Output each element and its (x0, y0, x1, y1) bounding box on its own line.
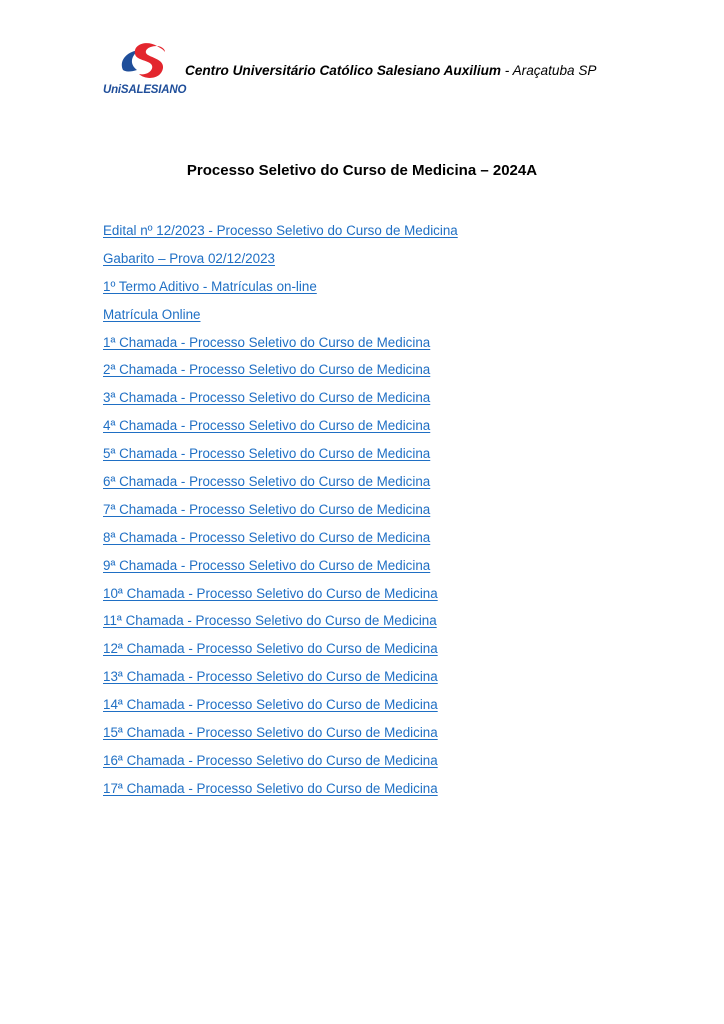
document-link[interactable]: 12ª Chamada - Processo Seletivo do Curso de Medicina (103, 641, 438, 657)
list-item (103, 334, 458, 362)
list-item (103, 306, 458, 334)
list-item (103, 752, 458, 780)
document-link[interactable]: 16ª Chamada - Processo Seletivo do Curso de Medicina (103, 752, 438, 768)
document-link[interactable]: 6ª Chamada - Processo Seletivo do Curso de Medicina (103, 474, 431, 490)
page-header (103, 40, 643, 104)
list-item (103, 557, 458, 585)
list-item (103, 724, 458, 752)
document-link[interactable]: 4ª Chamada - Processo Seletivo do Curso de Medicina (103, 418, 431, 434)
document-link[interactable]: 14ª Chamada - Processo Seletivo do Curso de Medicina (103, 697, 438, 713)
document-link[interactable]: Edital nº 12/2023 - Processo Seletivo do Curso de Medicina (103, 223, 458, 238)
document-link[interactable]: 13ª Chamada - Processo Seletivo do Curso de Medicina (103, 669, 438, 685)
list-item (103, 612, 458, 640)
list-item (103, 473, 458, 501)
document-link[interactable]: 7ª Chamada - Processo Seletivo do Curso de Medicina (103, 501, 431, 517)
list-item (103, 250, 458, 278)
document-link[interactable]: Gabarito – Prova 02/12/2023 (103, 250, 275, 266)
document-link[interactable]: 17ª Chamada - Processo Seletivo do Curso de Medicina (103, 780, 438, 796)
document-link[interactable]: 1º Termo Aditivo - Matrículas on-line (103, 278, 317, 294)
list-item (103, 640, 458, 668)
logo-text: UniSALESIANO (103, 84, 187, 96)
list-item (103, 585, 458, 613)
list-item (103, 417, 458, 445)
document-link-list (103, 222, 458, 808)
document-link[interactable]: 3ª Chamada - Processo Seletivo do Curso de Medicina (103, 390, 431, 406)
list-item (103, 445, 458, 473)
list-item (103, 529, 458, 557)
document-link[interactable]: 15ª Chamada - Processo Seletivo do Curso de Medicina (103, 725, 438, 741)
document-link[interactable]: 9ª Chamada - Processo Seletivo do Curso de Medicina (103, 557, 431, 573)
list-item (103, 222, 458, 250)
document-link[interactable]: 5ª Chamada - Processo Seletivo do Curso de Medicina (103, 446, 431, 462)
page-title: Processo Seletivo do Curso de Medicina – 2024A (186, 162, 538, 179)
institution-location: - Araçatuba SP (504, 63, 597, 78)
document-link[interactable]: Matrícula Online (103, 306, 201, 322)
unisalesiano-logo-mark-icon (117, 40, 173, 84)
list-item (103, 389, 458, 417)
institution-heading (185, 63, 596, 78)
document-link[interactable]: 11ª Chamada - Processo Seletivo do Curso de Medicina (103, 613, 437, 629)
list-item (103, 668, 458, 696)
document-link[interactable]: 2ª Chamada - Processo Seletivo do Curso de Medicina (103, 362, 431, 378)
list-item (103, 361, 458, 389)
institution-name: Centro Universitário Católico Salesiano Auxilium (185, 63, 502, 78)
document-link[interactable]: 1ª Chamada - Processo Seletivo do Curso de Medicina (103, 334, 431, 350)
list-item (103, 278, 458, 306)
list-item (103, 696, 458, 724)
list-item (103, 780, 458, 808)
document-link[interactable]: 10ª Chamada - Processo Seletivo do Curso de Medicina (103, 585, 438, 601)
unisalesiano-logo (103, 40, 187, 102)
list-item (103, 501, 458, 529)
document-link[interactable]: 8ª Chamada - Processo Seletivo do Curso de Medicina (103, 529, 431, 545)
